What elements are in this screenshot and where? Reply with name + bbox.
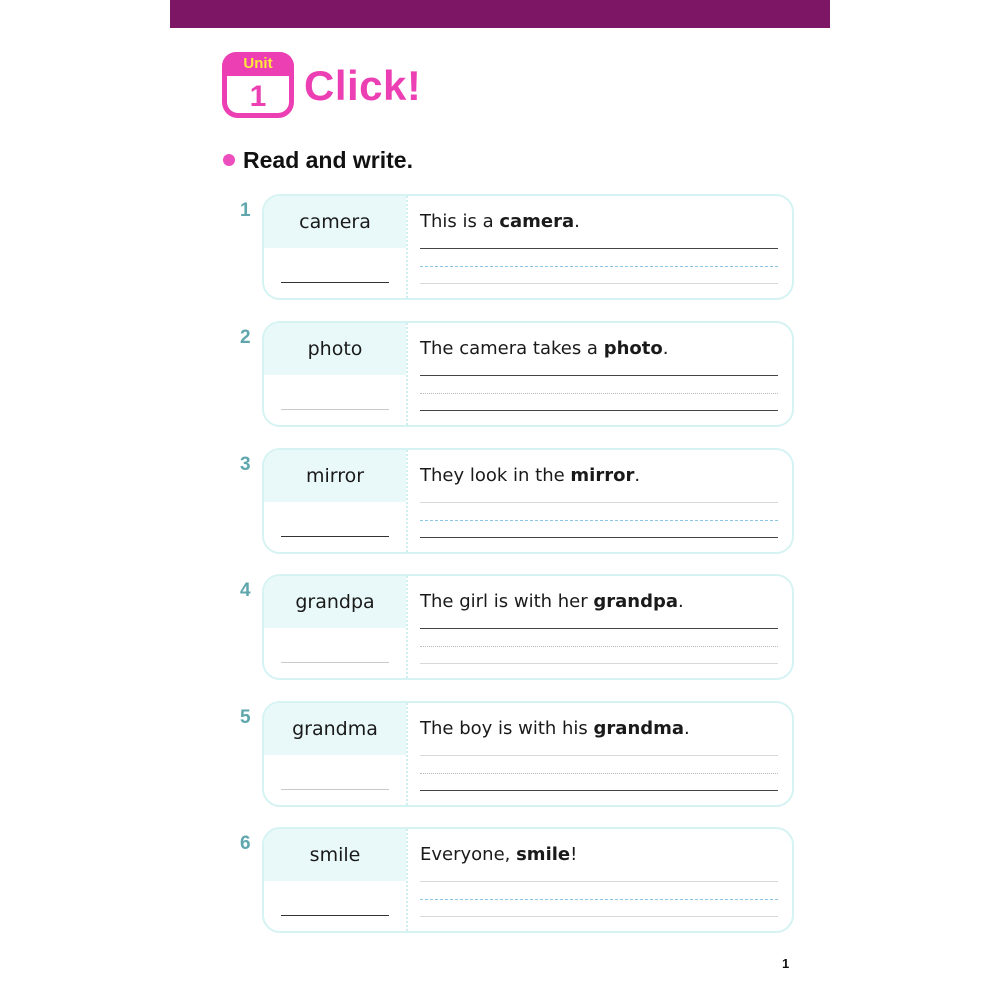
sentence-keyword: camera	[499, 211, 575, 232]
sentence-write-line-top[interactable]	[420, 375, 778, 376]
unit-title: Click!	[304, 62, 422, 109]
word-cell	[264, 323, 406, 375]
item-number: 2	[240, 327, 251, 348]
vocab-word: mirror	[305, 465, 365, 487]
sentence-write-line-middle	[420, 266, 778, 267]
word-write-line[interactable]	[281, 662, 389, 663]
example-sentence: Everyone, smile!	[420, 844, 578, 865]
exercise-card	[262, 321, 794, 427]
sentence-keyword: smile	[516, 844, 571, 865]
vocab-word: camera	[299, 211, 371, 233]
divider	[406, 323, 408, 425]
vocab-word: grandpa	[295, 591, 375, 613]
sentence-write-line-top[interactable]	[420, 755, 778, 756]
divider	[406, 450, 408, 552]
sentence-write-line-top[interactable]	[420, 502, 778, 503]
word-cell	[264, 196, 406, 248]
divider	[406, 196, 408, 298]
example-sentence: This is a camera.	[420, 211, 580, 232]
word-write-line[interactable]	[281, 409, 389, 410]
example-sentence: The camera takes a photo.	[420, 338, 669, 359]
item-number: 1	[240, 200, 251, 221]
instruction-heading: Read and write.	[243, 147, 413, 173]
bullet-dot-icon	[223, 154, 235, 166]
sentence-write-line-top[interactable]	[420, 628, 778, 629]
sentence-write-line-base	[420, 790, 778, 791]
item-number: 3	[240, 454, 251, 475]
sentence-write-line-middle	[420, 520, 778, 521]
exercise-card	[262, 574, 794, 680]
exercise-card	[262, 194, 794, 300]
word-write-line[interactable]	[281, 536, 389, 537]
word-write-line[interactable]	[281, 789, 389, 790]
sentence-write-line-base	[420, 283, 778, 284]
word-cell	[264, 576, 406, 628]
sentence-write-line-base	[420, 410, 778, 411]
sentence-write-line-middle	[420, 773, 778, 774]
vocab-word: grandma	[292, 718, 378, 740]
divider	[406, 703, 408, 805]
word-write-line[interactable]	[281, 915, 389, 916]
example-sentence: They look in the mirror.	[420, 465, 641, 486]
page-number: 1	[782, 956, 790, 971]
unit-number: 1	[249, 80, 267, 113]
unit-tab	[222, 52, 294, 76]
sentence-write-line-middle	[420, 899, 778, 900]
divider	[406, 829, 408, 931]
exercise-card	[262, 448, 794, 554]
exercise-card	[262, 701, 794, 807]
item-number: 6	[240, 833, 251, 854]
sentence-write-line-base	[420, 916, 778, 917]
word-cell	[264, 450, 406, 502]
sentence-write-line-middle	[420, 646, 778, 647]
word-write-line[interactable]	[281, 282, 389, 283]
example-sentence: The boy is with his grandma.	[420, 718, 690, 739]
divider	[406, 576, 408, 678]
item-number: 4	[240, 580, 251, 601]
sentence-write-line-top[interactable]	[420, 881, 778, 882]
sentence-write-line-base	[420, 663, 778, 664]
sentence-write-line-middle	[420, 393, 778, 394]
word-cell	[264, 829, 406, 881]
vocab-word: photo	[307, 338, 363, 360]
sentence-write-line-top[interactable]	[420, 248, 778, 249]
word-cell	[264, 703, 406, 755]
example-sentence: The girl is with her grandpa.	[420, 591, 684, 612]
sentence-keyword: grandpa	[593, 591, 679, 612]
top-color-bar	[170, 0, 830, 28]
unit-badge	[222, 52, 294, 118]
unit-label: Unit	[243, 55, 273, 72]
sentence-write-line-base	[420, 537, 778, 538]
sentence-keyword: grandma	[593, 718, 685, 739]
exercise-card	[262, 827, 794, 933]
vocab-word: smile	[309, 844, 361, 866]
item-number: 5	[240, 707, 251, 728]
sentence-keyword: photo	[603, 338, 663, 359]
sentence-keyword: mirror	[570, 465, 635, 486]
